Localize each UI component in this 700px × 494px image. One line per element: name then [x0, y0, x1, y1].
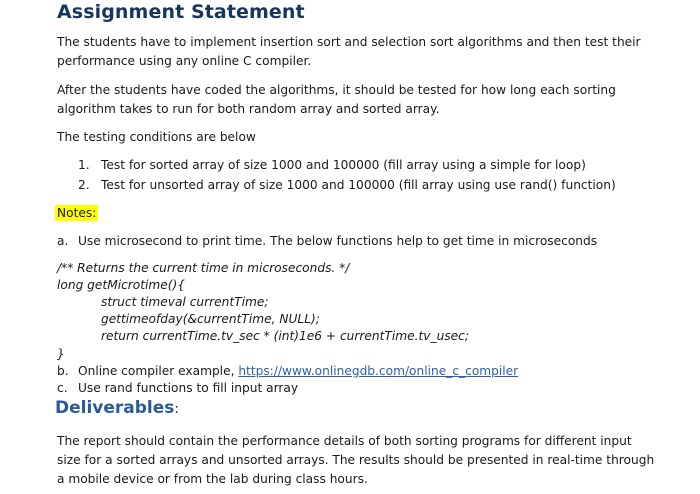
code-comment: /** Returns the current time in microseconds. */: [57, 261, 350, 275]
code-close: }: [57, 347, 65, 361]
note-text: Online compiler example,: [78, 364, 239, 378]
note-text-wrap: [78, 363, 518, 379]
condition-text: Test for sorted array of size 1000 and 100000 (fill array using a simple for loop): [101, 158, 586, 172]
note-letter: b.: [57, 364, 69, 378]
deliverables-colon: :: [174, 402, 179, 417]
code-line-2: gettimeofday(&currentTime, NULL);: [101, 312, 320, 326]
deliverables-heading-text: Deliverables: [55, 398, 175, 418]
notes-label: Notes:: [57, 206, 97, 220]
note-letter: c.: [57, 381, 68, 395]
deliverables-heading: [55, 398, 179, 418]
notes-label-wrap: [55, 205, 98, 221]
condition-text: Test for unsorted array of size 1000 and 100000 (fill array using use rand() function): [101, 178, 616, 192]
condition-number: 1.: [78, 158, 90, 172]
condition-number: 2.: [78, 178, 90, 192]
code-line-3: return currentTime.tv_sec * (int)1e6 + currentTime.tv_usec;: [101, 329, 469, 343]
paragraph-intro: The students have to implement insertion sort and selection sort algorithms and then test their performance using any online C compiler.: [57, 35, 641, 68]
paragraph-deliverables: The report should contain the performance details of both sorting programs for different input size for a sorted arrays and unsorted arrays. The results should be presented in real-time through a mobile device or from the lab during class hours.: [57, 434, 655, 486]
code-line-1: struct timeval currentTime;: [101, 295, 269, 309]
note-text: Use rand functions to fill input array: [78, 381, 299, 395]
paragraph-conditions-intro: The testing conditions are below: [57, 130, 256, 144]
paragraph-testing: After the students have coded the algorithms, it should be tested for how long each sorting algorithm takes to run for both random array and sorted array.: [57, 83, 616, 116]
assignment-heading: Assignment Statement: [57, 1, 305, 23]
note-text: Use microsecond to print time. The below functions help to get time in microseconds: [78, 234, 598, 248]
compiler-link[interactable]: https://www.onlinegdb.com/online_c_compiler: [238, 364, 519, 378]
code-signature: long getMicrotime(){: [57, 278, 186, 292]
note-letter: a.: [57, 234, 69, 248]
